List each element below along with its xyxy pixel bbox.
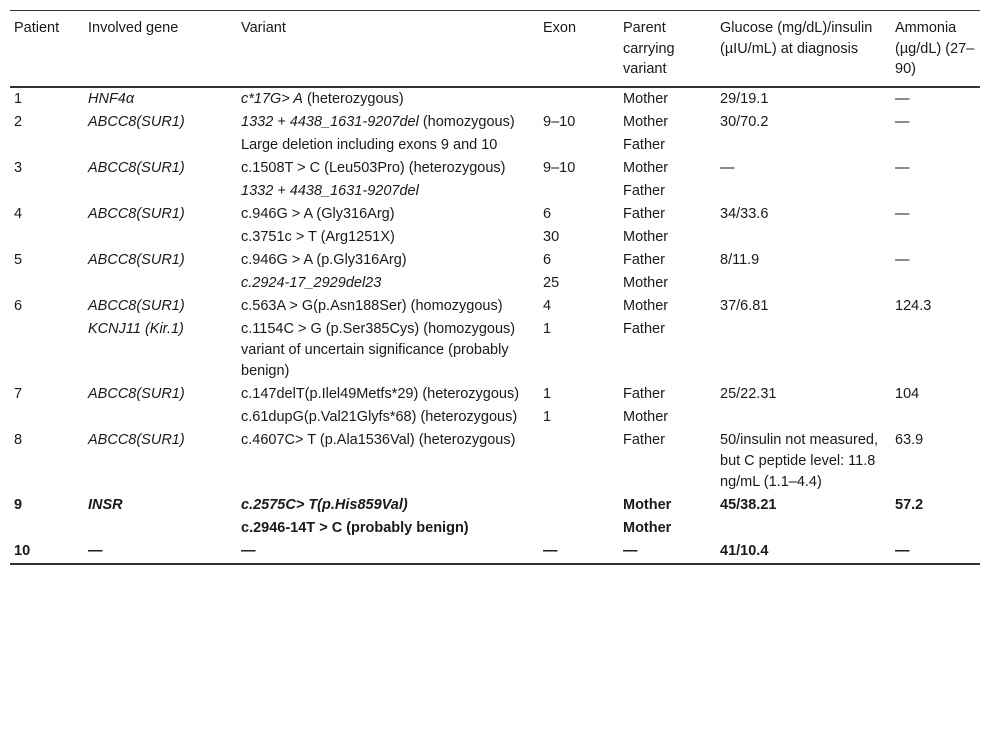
cell-patient [10,226,84,249]
cell-exon: 6 [543,205,552,222]
cell-parent: Father [623,182,665,199]
cell-ammonia [891,226,980,249]
variant-zygosity: (heterozygous) [302,90,404,107]
cell-exon: 1 [543,408,552,425]
cell-variant: c.946G > A (Gly316Arg) [241,205,395,222]
cell-ammonia: — [895,542,910,559]
cell-glucose: 34/33.6 [720,205,769,222]
table-row [10,157,980,180]
table-row [10,406,980,429]
table-row [10,87,980,111]
header-variant: Variant [241,20,286,36]
cell-patient: 5 [14,251,23,268]
cell-exon: 30 [543,228,560,245]
header-glucose-insulin: Glucose (mg/dL)/insulin (µIU/mL) at diagnosis [720,20,873,57]
cell-parent: Mother [623,408,669,425]
cell-parent: Father [623,385,665,402]
cell-ammonia: — [895,205,910,222]
cell-ammonia: — [895,90,910,107]
table-row [10,180,980,203]
cell-parent: Father [623,136,665,153]
cell-gene: HNF4α [88,90,135,107]
cell-exon: — [543,542,558,559]
cell-variant: c.2946-14T > C (probably benign) [241,519,469,536]
table-container [10,10,980,565]
cell-gene: KCNJ11 (Kir.1) [88,320,184,337]
cell-glucose: 29/19.1 [720,90,769,107]
cell-exon [539,429,619,494]
cell-ammonia: 104 [895,385,920,402]
cell-exon: 9–10 [543,159,576,176]
table-header [10,11,980,87]
cell-gene: ABCC8(SUR1) [88,113,185,130]
cell-ammonia: — [895,251,910,268]
cell-gene: ABCC8(SUR1) [88,385,185,402]
cell-ammonia: 63.9 [895,431,924,448]
variant-notation: c*17G> A [241,90,303,107]
header-exon: Exon [543,20,577,36]
cell-ammonia [891,272,980,295]
cell-glucose: 41/10.4 [720,542,769,559]
cell-variant: c.61dupG(p.Val21Glyfs*68) (heterozygous) [241,408,518,425]
table-row [10,517,980,540]
cell-patient [10,180,84,203]
cell-glucose [716,318,891,383]
cell-exon: 1 [543,320,552,337]
cell-gene: — [88,542,103,559]
cell-gene [84,180,237,203]
cell-parent: — [623,542,638,559]
cell-glucose: — [720,159,735,176]
cell-patient: 1 [14,90,23,107]
cell-ammonia [891,180,980,203]
cell-gene [84,226,237,249]
cell-patient [10,318,84,383]
cell-parent: Father [623,431,665,448]
cell-gene: ABCC8(SUR1) [88,251,185,268]
cell-parent: Mother [623,274,669,291]
cell-exon [539,87,619,111]
cell-glucose: 25/22.31 [720,385,777,402]
cell-glucose: 8/11.9 [720,251,760,268]
cell-parent: Father [623,251,665,268]
cell-glucose [716,406,891,429]
cell-parent: Mother [623,519,672,536]
cell-patient: 6 [14,297,23,314]
cell-variant: c.946G > A (p.Gly316Arg) [241,251,407,268]
cell-gene [84,134,237,157]
cell-variant: — [241,542,256,559]
cell-parent: Mother [623,496,672,513]
cell-patient: 3 [14,159,23,176]
cell-glucose [716,272,891,295]
cell-ammonia: 124.3 [895,297,932,314]
cell-glucose: 45/38.21 [720,496,777,513]
table-row [10,494,980,517]
cell-variant [237,111,539,134]
cell-parent: Father [623,320,665,337]
cell-gene [84,272,237,295]
cell-patient: 9 [14,496,23,513]
cell-patient [10,517,84,540]
cell-gene: INSR [88,496,123,513]
cell-ammonia: — [895,113,910,130]
cell-variant [237,87,539,111]
cell-parent: Mother [623,297,669,314]
cell-variant: c.3751c > T (Arg1251X) [241,228,395,245]
cell-patient: 4 [14,205,23,222]
table-row [10,295,980,318]
cell-gene: ABCC8(SUR1) [88,297,185,314]
cell-parent: Mother [623,228,669,245]
cell-exon [539,517,619,540]
cell-patient: 2 [14,113,23,130]
cell-variant: c.1508T > C (Leu503Pro) (heterozygous) [241,159,506,176]
table-row [10,318,980,383]
table-row [10,272,980,295]
cell-parent: Mother [623,159,669,176]
cell-ammonia: 57.2 [895,496,924,513]
cell-glucose [716,517,891,540]
cell-patient [10,272,84,295]
cell-exon [539,134,619,157]
cell-patient: 10 [14,542,31,559]
cell-ammonia [891,406,980,429]
cell-ammonia: — [895,159,910,176]
cell-gene: ABCC8(SUR1) [88,159,185,176]
cell-exon: 6 [543,251,552,268]
cell-exon: 9–10 [543,113,576,130]
variant-notation: 1332 + 4438_1631-9207del [241,113,419,130]
table-row [10,226,980,249]
cell-variant: 1332 + 4438_1631-9207del [241,182,419,199]
cell-variant: Large deletion including exons 9 and 10 [241,136,498,153]
cell-patient: 8 [14,431,23,448]
table-row [10,134,980,157]
table-body [10,87,980,564]
cell-gene: ABCC8(SUR1) [88,205,185,222]
cell-variant: c.147delT(p.Ilel49Metfs*29) (heterozygous) [241,385,520,402]
cell-exon: 25 [543,274,560,291]
table-row [10,383,980,406]
header-row [10,11,980,87]
cell-gene [84,406,237,429]
cell-glucose: 50/insulin not measured, but C peptide level: 11.8 ng/mL (1.1–4.4) [720,431,878,490]
cell-patient [10,134,84,157]
cell-exon [539,494,619,517]
table-row [10,111,980,134]
cell-glucose [716,226,891,249]
cell-parent: Mother [623,90,669,107]
cell-patient [10,406,84,429]
cell-variant: c.563A > G(p.Asn188Ser) (homozygous) [241,297,503,314]
cell-glucose [716,134,891,157]
cell-glucose [716,180,891,203]
header-involved-gene: Involved gene [88,20,179,36]
table-row [10,249,980,272]
cell-exon: 4 [543,297,552,314]
cell-parent: Father [623,205,665,222]
cell-variant: c.1154C > G (p.Ser385Cys) (homozygous) variant of uncertain significance (probably benign) [241,320,516,379]
cell-variant: c.2924-17_2929del23 [241,274,382,291]
variant-zygosity: (homozygous) [418,113,515,130]
cell-ammonia [891,517,980,540]
cell-parent: Mother [623,113,669,130]
cell-gene: ABCC8(SUR1) [88,431,185,448]
cell-glucose: 30/70.2 [720,113,769,130]
cell-variant: c.4607C> T (p.Ala1536Val) (heterozygous) [241,431,516,448]
cell-exon: 1 [543,385,552,402]
cell-glucose: 37/6.81 [720,297,769,314]
cell-variant: c.2575C> T(p.His859Val) [241,496,408,513]
cell-gene [84,517,237,540]
cell-exon [539,180,619,203]
cell-ammonia [891,318,980,383]
header-parent: Parent carrying variant [623,20,675,77]
cell-patient: 7 [14,385,23,402]
header-ammonia: Ammonia (µg/dL) (27–90) [895,20,975,77]
table-row [10,429,980,494]
patient-variant-table [10,10,980,565]
cell-ammonia [891,134,980,157]
table-row [10,540,980,564]
header-patient: Patient [14,20,60,36]
table-row [10,203,980,226]
